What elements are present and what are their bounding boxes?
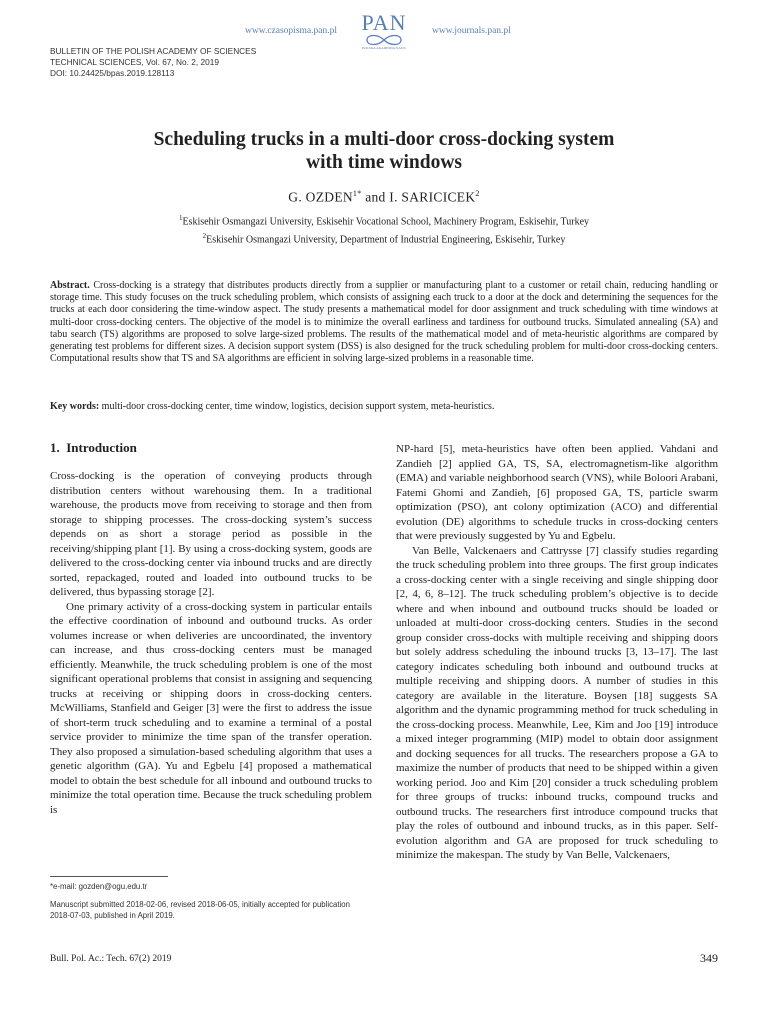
footer-citation: Bull. Pol. Ac.: Tech. 67(2) 2019 [50, 954, 172, 964]
footnote-divider [50, 876, 168, 877]
author-2-mark: 2 [475, 189, 480, 198]
footnote-manuscript: Manuscript submitted 2018-02-06, revised 2018-06-05, initially accepted for publication 2018-07-03, published in April 2019. [50, 900, 350, 920]
author-1-mark: 1* [352, 189, 362, 198]
abstract [50, 280, 718, 365]
url-journals-link[interactable]: www.journals.pan.pl [432, 26, 511, 36]
affiliation-1-text: Eskisehir Osmangazi University, Eskisehir Vocational School, Machinery Program, Eskisehir, Turkey [182, 216, 590, 228]
affiliation-2-number: 2 [202, 232, 207, 240]
section-title: Introduction [66, 440, 137, 455]
abstract-text: Cross-docking is a strategy that distributes products directly from a supplier or manufacturing plant to a customer or retail chain, reducing handling or storage time. This study focuses on the truck scheduling problem, which consists of assigning each truck to a door at the dock and determining the sequences for the trucks at each door considering the time-window aspect. The study presents a mathematical model for door assignment and truck scheduling with time windows at multi-door cross-docking centers. The objective of the model is to minimize the overall earliness and tardiness for outbound trucks. Simulated annealing (SA) and tabu search (TS) algorithms are proposed to solve large-sized problems. The results of the mathematical model and of meta-heuristic algorithms are compared by generating test problems for different sizes. A decision support system (DSS) is also designed for the truck scheduling problem for multi-door cross-docking centers. Computational results show that TS and SA algorithms are efficient in solving large-sized problems in a reasonable time. [50, 280, 718, 365]
title-line-2: with time windows [305, 152, 462, 173]
logo-text: PAN [361, 10, 407, 35]
journal-volume: TECHNICAL SCIENCES, Vol. 67, No. 2, 2019 [50, 57, 219, 67]
keywords-label: Key words: [50, 401, 100, 412]
affiliation-1-number: 1 [178, 214, 183, 222]
paragraph: Van Belle, Valckenaers and Cattrysse [7] classify studies regarding the truck scheduling problem into three groups. The first group indicates a cross-docking center with a single receiving and single shipping door [2, 4, 6, 8–12]. The truck scheduling problem’s objective is to decide where and when inbound and outbound trucks should be loaded or unloaded at multi-door cross-docking centers. Studies in the second group consider cross-docks with multiple receiving and shipping doors but solely address scheduling the inbound trucks [3, 13–17]. The last category indicates scheduling both inbound and outbound trucks at multiple receiving and shipping doors. A number of studies in this category are available in the literature. Boysen [18] suggests SA algorithm and the dynamic programming method for truck scheduling in the cross-docking process. Meanwhile, Lee, Kim and Joo [19] introduce a mixed integer programming (MIP) model to obtain door assignment and docking sequences for all trucks. The researchers propose a GA to maximize the number of products that need to be shipped within a given working period. Joo and Kim [20] consider a truck scheduling problem for three groups of trucks: inbound trucks, compound trucks and outbound trucks. The researchers first introduce compound trucks that play the roles of outbound and inbound trucks, as in this paper. Self-evolution algorithm and GA are proposed for truck scheduling to minimize the makespan. The study by Van Belle, Valckenaers, [396, 544, 718, 861]
affiliation-2 [50, 232, 718, 245]
journal-doi: DOI: 10.24425/bpas.2019.128113 [50, 68, 175, 78]
paragraph: Cross-docking is the operation of conveying products through distribution centers without warehousing them. In a traditional warehouse, the products move from receiving to storage and then from storage to shipping processes. The cross-docking system’s success depends on as short a storage period as possible in the receiving/shipping plant [1]. By using a cross-docking system, goods are delivered to the cross-docking center via inbound trucks and are directly sorted, repackaged, routed and loaded into outbound trucks to be delivered, thus bypassing storage [2]. [50, 470, 372, 598]
abstract-label: Abstract. [50, 280, 90, 291]
infinity-logo-icon [359, 34, 409, 46]
page-number: 349 [700, 951, 718, 965]
left-column [50, 440, 372, 817]
right-column [396, 442, 718, 863]
url-czasopisma-link[interactable]: www.czasopisma.pan.pl [245, 26, 337, 36]
journal-info [50, 46, 256, 79]
footnote-email: *e-mail: gozden@ogu.edu.tr [50, 882, 148, 891]
title-line-1: Scheduling trucks in a multi-door cross-docking system [153, 129, 615, 150]
pan-logo [356, 12, 412, 56]
author-and: and [361, 189, 390, 205]
paragraph: NP-hard [5], meta-heuristics have often been applied. Vahdani and Zandieh [2] applied GA, TS, SA, electromagnetism-like algorithm (EMA) and variable neighborhood search (VNS), while Boloori Arabani, Fatemi Ghomi and Zandieh, [6] proposed GA, TS, particle swarm optimization (PSO), ant colony optimization (ACO) and differential evolution (DE) algorithms to schedule trucks in cross-docking centers that were previously suggested by Yu and Egbelu. [396, 443, 718, 542]
keywords [50, 401, 718, 412]
logo-subtitle: POLSKA AKADEMIA NAUK [362, 46, 406, 50]
affiliation-1 [50, 214, 718, 227]
journal-name: BULLETIN OF THE POLISH ACADEMY OF SCIENCES [50, 46, 257, 56]
paper-title [50, 128, 718, 174]
author-2: I. SARICICEK [389, 189, 476, 205]
paragraph: One primary activity of a cross-docking system in particular entails the effective coordination of inbound and outbound trucks. As order volumes increase or when deliveries are uncoordinated, the inventory can increase, and thus cross-docking centers must be managed efficiently. Meanwhile, the truck scheduling problem is one of the most significant operational problems that consist in assigning and sequencing trucks at receiving or shipping doors in cross-docking centers. McWilliams, Stanfield and Geiger [3] were the first to address the issue of short-term truck scheduling and to examine a terminal of a postal service provider to minimize the time span of the transfer operation. They also proposed a simulation-based scheduling algorithm that uses a genetic algorithm (GA). Yu and Egbelu [4] proposed a mathematical model to obtain the best schedule for all inbound and outbound trucks to minimize the total operation time. Because the truck scheduling problem is [50, 600, 372, 816]
section-heading [50, 440, 372, 456]
keywords-text: multi-door cross-docking center, time window, logistics, decision support system, meta-heuristics. [101, 401, 495, 412]
affiliation-2-text: Eskisehir Osmangazi University, Department of Industrial Engineering, Eskisehir, Turkey [206, 234, 566, 246]
section-number: 1. [50, 440, 60, 455]
author-list [50, 189, 718, 206]
author-1: G. OZDEN [288, 189, 353, 205]
